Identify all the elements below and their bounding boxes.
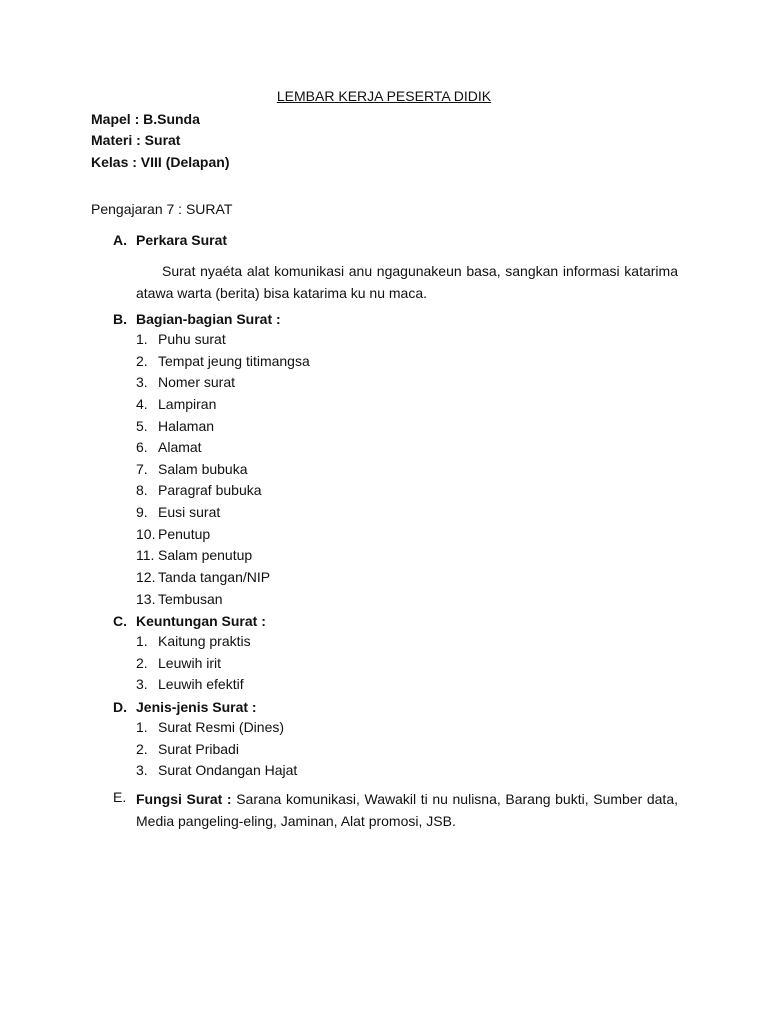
list-item-text: Nomer surat bbox=[158, 374, 236, 391]
list-item bbox=[136, 631, 251, 653]
list-item-text: Puhu surat bbox=[158, 331, 226, 347]
meta-mapel: Mapel : B.Sunda bbox=[91, 111, 200, 127]
list-item-text: Tempat jeung titimangsa bbox=[158, 352, 310, 369]
list-item-number: 3. bbox=[136, 374, 148, 391]
list-item-number: 13. bbox=[136, 590, 156, 607]
list-item-number: 3. bbox=[136, 762, 148, 779]
list-item-number: 4. bbox=[136, 395, 148, 412]
list-item bbox=[136, 739, 297, 761]
list-item bbox=[136, 674, 251, 696]
list-item-number: 11. bbox=[136, 547, 155, 564]
section-d-list bbox=[136, 717, 297, 782]
list-item-text: Salam penutup bbox=[158, 547, 253, 564]
list-item-text: Eusi surat bbox=[158, 504, 221, 521]
list-item bbox=[136, 760, 297, 782]
list-item bbox=[136, 394, 310, 416]
section-c-title: Keuntungan Surat : bbox=[136, 613, 266, 629]
section-c-letter: C. bbox=[113, 613, 127, 629]
section-d-letter: D. bbox=[113, 699, 127, 715]
list-item-text: Paragraf bubuka bbox=[158, 482, 262, 499]
list-item bbox=[136, 502, 310, 524]
list-item-text: Surat Ondangan Hajat bbox=[158, 762, 298, 779]
list-item-text: Lampiran bbox=[158, 395, 217, 412]
list-item bbox=[136, 416, 310, 438]
list-item-text: Salam bubuka bbox=[158, 460, 248, 477]
section-a-letter: A. bbox=[113, 232, 127, 248]
list-item bbox=[136, 459, 310, 481]
list-item-text: Tanda tangan/NIP bbox=[158, 569, 271, 586]
list-item-number: 7. bbox=[136, 460, 148, 477]
list-item bbox=[136, 437, 310, 459]
section-b-title: Bagian-bagian Surat : bbox=[136, 311, 281, 327]
list-item-number: 1. bbox=[136, 331, 148, 347]
list-item-number: 2. bbox=[136, 352, 148, 369]
list-item bbox=[136, 653, 251, 675]
list-item-number: 1. bbox=[136, 719, 148, 735]
list-item-text: Penutup bbox=[158, 525, 211, 542]
list-item-text: Tembusan bbox=[158, 590, 223, 607]
list-item-text: Halaman bbox=[158, 417, 215, 434]
list-item bbox=[136, 480, 310, 502]
page-title: LEMBAR KERJA PESERTA DIDIK bbox=[276, 88, 492, 104]
list-item-number: 9. bbox=[136, 504, 148, 521]
section-b-list bbox=[136, 329, 310, 610]
list-item-number: 12. bbox=[136, 569, 156, 586]
list-item-text: Alamat bbox=[158, 439, 202, 456]
list-item-number: 3. bbox=[136, 676, 148, 693]
list-item-number: 10. bbox=[136, 525, 156, 542]
list-item bbox=[136, 545, 310, 567]
section-a-paragraph: Surat nyaéta alat komunikasi anu ngagunakeun basa, sangkan informasi katarima atawa warta (berita) bisa katarima ku nu maca. bbox=[136, 263, 678, 301]
meta-kelas: Kelas : VIII (Delapan) bbox=[91, 154, 230, 170]
list-item-number: 2. bbox=[136, 740, 148, 757]
list-item-text: Surat Resmi (Dines) bbox=[158, 719, 285, 735]
section-b-letter: B. bbox=[113, 311, 127, 327]
list-item-text: Kaitung praktis bbox=[158, 633, 251, 649]
list-item bbox=[136, 567, 310, 589]
section-e-paragraph bbox=[136, 789, 678, 832]
section-e-title: Fungsi Surat : bbox=[136, 791, 232, 807]
section-c-list bbox=[136, 631, 251, 696]
list-item-text: Leuwih irit bbox=[158, 654, 222, 671]
list-item-text: Surat Pribadi bbox=[158, 740, 239, 757]
list-item-text: Leuwih efektif bbox=[158, 676, 244, 693]
section-e-text: Sarana komunikasi, Wawakil ti nu nulisna, Barang bukti, Sumber data, Media pangeling-eling, Jaminan, Alat promosi, JSB. bbox=[136, 791, 678, 829]
meta-materi: Materi : Surat bbox=[91, 132, 181, 148]
list-item-number: 5. bbox=[136, 417, 148, 434]
list-item-number: 1. bbox=[136, 633, 148, 649]
list-item bbox=[136, 717, 297, 739]
list-item bbox=[136, 351, 310, 373]
list-item bbox=[136, 524, 310, 546]
list-item bbox=[136, 329, 310, 351]
section-d-title: Jenis-jenis Surat : bbox=[136, 699, 257, 715]
list-item-number: 8. bbox=[136, 482, 148, 499]
section-a-title: Perkara Surat bbox=[136, 232, 228, 248]
list-item bbox=[136, 589, 310, 611]
list-item bbox=[136, 372, 310, 394]
section-e-letter: E. bbox=[113, 789, 127, 805]
list-item-number: 6. bbox=[136, 439, 148, 456]
list-item-number: 2. bbox=[136, 654, 148, 671]
lesson-heading: Pengajaran 7 : SURAT bbox=[91, 201, 233, 217]
